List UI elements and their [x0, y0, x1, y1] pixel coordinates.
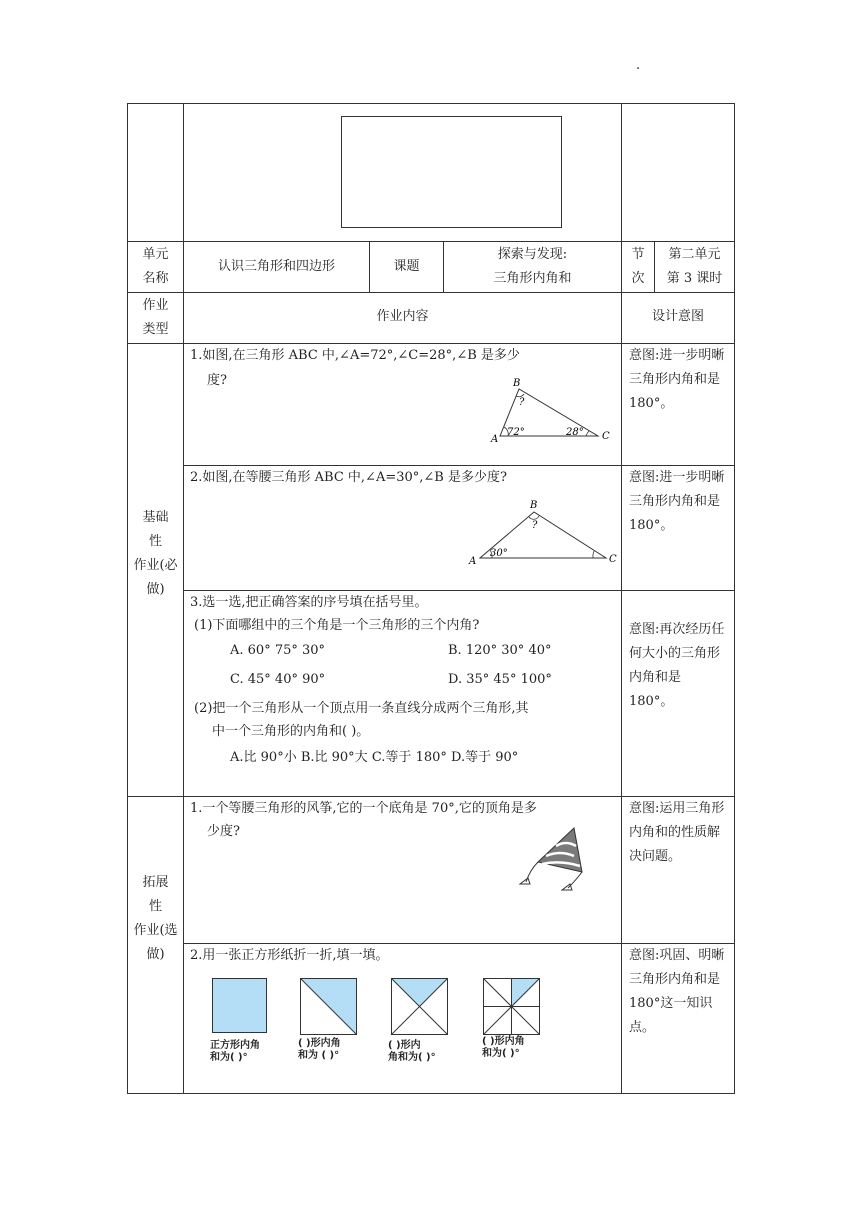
lesson-label: 课题 — [393, 259, 420, 274]
q1-vertex-a: A — [491, 434, 499, 445]
basic-q1-text-line1: 1.如图,在三角形 ABC 中,∠A=72°,∠C=28°,∠B 是多少 — [190, 348, 520, 363]
q2-vertex-b: B — [530, 500, 538, 511]
basic-q3-option-b: B. 120° 30° 40° — [448, 643, 552, 658]
basic-q3-option-c: C. 45° 40° 90° — [230, 672, 326, 687]
lesson-name-line1: 探索与发现: — [497, 247, 568, 262]
q1-vertex-c: C — [602, 431, 610, 442]
type-label: 作业 类型 — [142, 298, 169, 337]
basic-q1-text-line2: 度? — [207, 373, 227, 388]
fold-caption-2-line2: 和为 ( )° — [298, 1050, 340, 1061]
basic-q3-sub2-options: A.比 90°小 B.比 90°大 C.等于 180° D.等于 90° — [230, 750, 519, 765]
content-label: 作业内容 — [376, 309, 429, 324]
basic-q3-title: 3.选一选,把正确答案的序号填在括号里。 — [190, 595, 428, 610]
basic-q2-intent: 意图:进一步明晰三角形内角和是 180°。 — [629, 470, 725, 533]
unit-name: 认识三角形和四边形 — [217, 259, 335, 274]
extended-section-label: 拓展 性 作业(选 做) — [133, 875, 178, 962]
triangle-figure-q1 — [486, 374, 616, 446]
corner-mark: . — [636, 58, 641, 73]
lesson-name-line2: 三角形内角和 — [493, 271, 572, 286]
extended-q1-intent: 意图:运用三角形内角和的性质解决问题。 — [629, 801, 725, 864]
section-value-line2: 第 3 课时 — [666, 271, 723, 286]
q2-angle-b-unknown: ? — [532, 520, 538, 531]
image-placeholder-box — [341, 116, 562, 228]
extended-q2-title: 2.用一张正方形纸折一折,填一填。 — [190, 948, 389, 963]
kite-illustration — [516, 826, 594, 892]
fold-caption-3-line1: ( )形内 — [388, 1040, 421, 1051]
q1-vertex-b: B — [513, 378, 521, 389]
basic-q3-option-a: A. 60° 75° 30° — [230, 643, 326, 658]
fold-square-4 — [483, 978, 541, 1036]
fold-square-3 — [391, 978, 449, 1036]
fold-caption-1-line2: 和为( )° — [210, 1052, 248, 1063]
q1-angle-b-unknown: ? — [519, 397, 525, 408]
q2-vertex-a: A — [469, 556, 477, 567]
fold-square-2 — [300, 978, 358, 1036]
fold-square-1 — [212, 978, 268, 1034]
q2-vertex-c: C — [609, 554, 617, 565]
fold-caption-4-line1: ( )形内角 — [482, 1036, 525, 1047]
fold-caption-4-line2: 和为( )° — [482, 1048, 520, 1059]
triangle-figure-q2 — [466, 496, 620, 568]
intent-label: 设计意图 — [651, 309, 704, 324]
basic-section-label: 基础 性 作业(必 做) — [133, 510, 178, 597]
section-value-line1: 第二单元 — [668, 247, 721, 262]
basic-q1-intent: 意图:进一步明晰三角形内角和是 180°。 — [629, 348, 725, 411]
basic-q3-sub1: (1)下面哪组中的三个角是一个三角形的三个内角? — [194, 618, 480, 633]
basic-q2-text: 2.如图,在等腰三角形 ABC 中,∠A=30°,∠B 是多少度? — [190, 470, 507, 485]
section-label: 节 次 — [631, 247, 645, 286]
basic-q3-sub2-line1: (2)把一个三角形从一个顶点用一条直线分成两个三角形,其 — [194, 701, 529, 716]
extended-q1-text-line2: 少度? — [207, 824, 240, 839]
basic-q3-sub2-line2: 中一个三角形的内角和( )。 — [212, 724, 370, 739]
fold-caption-3-line2: 角和为( )° — [388, 1052, 436, 1063]
basic-q3-option-d: D. 35° 45° 100° — [448, 672, 552, 687]
q1-angle-c: 28° — [566, 427, 584, 438]
extended-q1-text-line1: 1.一个等腰三角形的风筝,它的一个底角是 70°,它的顶角是多 — [190, 801, 537, 816]
q1-angle-a: 72° — [507, 427, 525, 438]
unit-label: 单元 名称 — [142, 247, 169, 286]
fold-caption-1-line1: 正方形内角 — [210, 1040, 260, 1051]
extended-q2-intent: 意图:巩固、明晰三角形内角和是 180°这一知识点。 — [629, 948, 725, 1035]
basic-q3-intent: 意图:再次经历任何大小的三角形内角和是 180°。 — [629, 622, 725, 709]
q2-angle-a: 30° — [490, 548, 508, 559]
fold-caption-2-line1: ( )形内角 — [298, 1038, 341, 1049]
